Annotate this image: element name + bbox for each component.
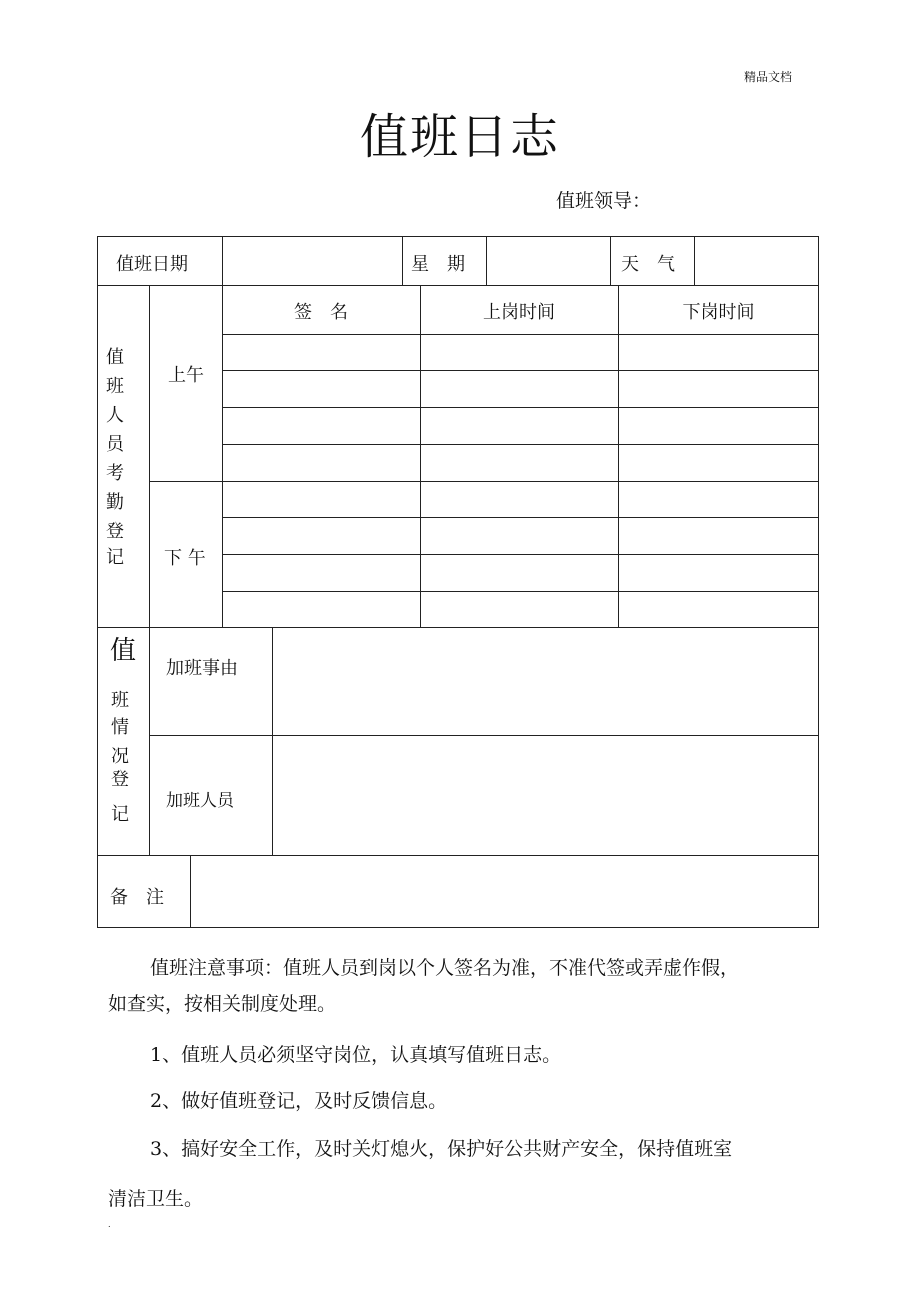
col-header-start-time: 上岗时间	[483, 302, 555, 323]
duty-label-char: 值	[109, 636, 136, 666]
row-divider	[222, 444, 819, 445]
attendance-label-char: 考	[106, 463, 124, 484]
row-divider	[222, 407, 819, 408]
notes-intro-line: 值班注意事项：值班人员到岗以个人签名为准，不准代签或弄虚作假，	[150, 957, 740, 979]
weekday-input-cell[interactable]	[487, 237, 610, 285]
col-header-end-time: 下岗时间	[682, 302, 755, 323]
duty-label-char: 登	[111, 769, 129, 790]
duty-label-char: 班	[111, 690, 129, 711]
row-divider	[222, 334, 819, 335]
overtime-reason-input-cell[interactable]	[273, 628, 818, 735]
date-input-cell[interactable]	[223, 237, 402, 285]
afternoon-label: 下 午	[164, 548, 206, 569]
row-divider	[222, 370, 819, 371]
corner-label: 精品文档	[744, 70, 793, 84]
notes-item: 3、搞好安全工作，及时关灯熄火，保护好公共财产安全，保持值班室	[150, 1138, 733, 1160]
morning-label: 上午	[168, 365, 204, 386]
notes-intro-line: 如查实，按相关制度处理。	[108, 993, 337, 1015]
footer-dot: .	[108, 1220, 111, 1229]
attendance-label-char: 员	[106, 434, 124, 455]
col-divider	[420, 285, 421, 628]
weekday-label: 星 期	[411, 254, 465, 275]
col-header-signature: 签 名	[294, 302, 348, 323]
attendance-label-char: 值	[106, 347, 124, 368]
duty-label-char: 记	[111, 804, 129, 825]
row-divider	[149, 481, 819, 482]
attendance-label-char: 登	[106, 521, 124, 542]
attendance-label-char: 班	[106, 376, 124, 397]
col-divider	[618, 285, 619, 628]
col-divider	[222, 285, 223, 628]
weather-input-cell[interactable]	[695, 237, 818, 285]
page-title: 值班日志	[359, 109, 560, 165]
weather-label: 天 气	[621, 254, 675, 275]
duty-label-char: 况	[111, 746, 129, 767]
duty-leader-label: 值班领导：	[556, 190, 652, 212]
row-divider	[222, 554, 819, 555]
notes-item: 2、做好值班登记，及时反馈信息。	[150, 1090, 448, 1112]
overtime-staff-label: 加班人员	[166, 791, 234, 811]
col-divider	[149, 285, 150, 856]
notes-item: 1、值班人员必须坚守岗位，认真填写值班日志。	[150, 1044, 562, 1066]
remarks-label: 备 注	[110, 887, 164, 908]
duty-label-char: 情	[111, 717, 129, 738]
row-divider	[222, 517, 819, 518]
row-divider	[97, 285, 819, 286]
attendance-label-char: 人	[106, 405, 124, 426]
attendance-label-char: 勤	[106, 492, 124, 513]
date-label: 值班日期	[116, 254, 188, 275]
overtime-reason-label: 加班事由	[166, 658, 238, 679]
col-divider	[402, 236, 403, 286]
remarks-input-cell[interactable]	[191, 856, 818, 927]
col-divider	[610, 236, 611, 286]
attendance-label-char: 记	[106, 547, 124, 568]
overtime-staff-input-cell[interactable]	[273, 736, 818, 855]
notes-item: 清洁卫生。	[108, 1188, 204, 1210]
row-divider	[222, 591, 819, 592]
